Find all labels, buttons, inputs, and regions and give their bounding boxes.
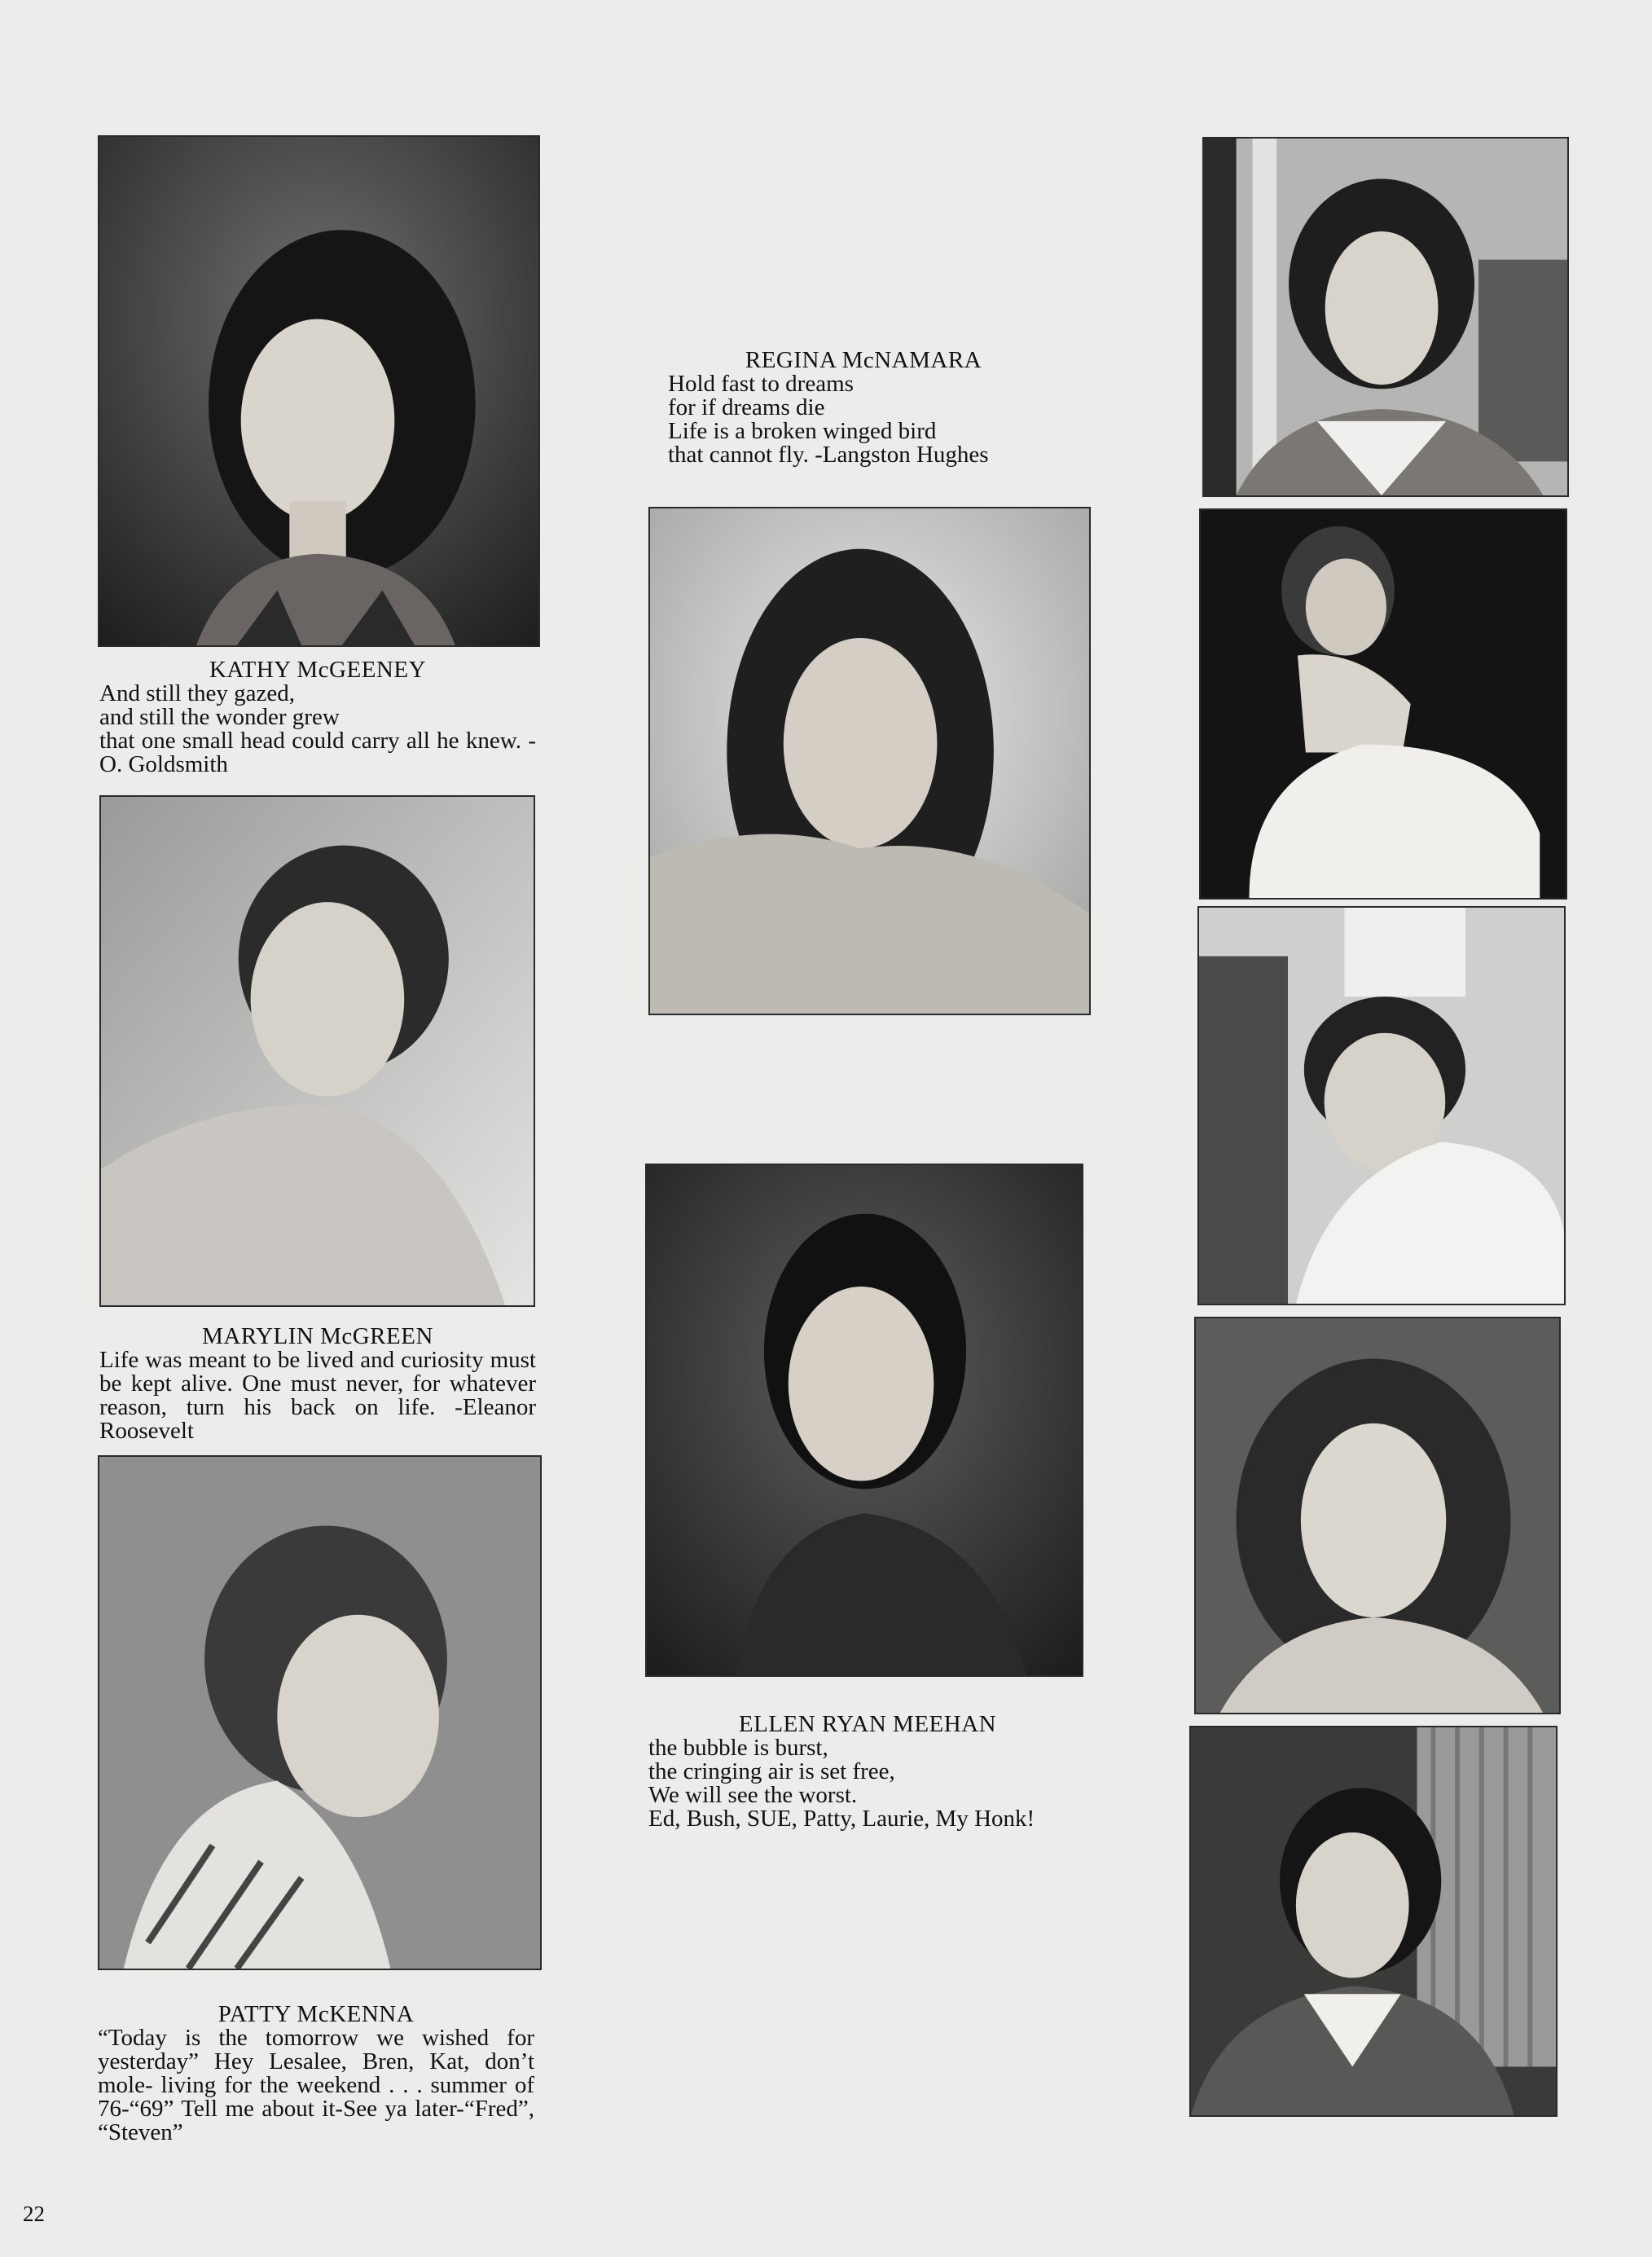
page-number: 22: [23, 2202, 45, 2226]
candid-photo-5: [1189, 1726, 1558, 2117]
student-name: PATTY McKENNA: [217, 2001, 415, 2027]
portrait-photo-regina-mcnamara: [648, 507, 1091, 1015]
student-name: MARYLIN McGREEN: [202, 1323, 433, 1349]
caption-regina-mcnamara: [668, 349, 1059, 467]
candid-photo-3: [1197, 906, 1566, 1305]
caption-patty-mckenna: [98, 2003, 534, 2145]
student-quote: “Today is the tomorrow we wished for yesterday” Hey Lesalee, Bren, Kat, don’t mole- living for the weekend . . . summer of 76-“69” Tell me about it-See ya later-“Fred”, “Steven”: [98, 2025, 534, 2145]
caption-marylin-mcgreen: [99, 1325, 536, 1443]
student-name: ELLEN RYAN MEEHAN: [738, 1711, 997, 1737]
student-quote: the bubble is burst, the cringing air is set free, We will see the worst. Ed, Bush, SUE, Patty, Laurie, My Honk!: [648, 1735, 1035, 1832]
portrait-photo-ellen-ryan-meehan: [645, 1164, 1083, 1677]
student-name: REGINA McNAMARA: [745, 347, 982, 373]
candid-photo-4: [1194, 1317, 1561, 1714]
student-name: KATHY McGEENEY: [209, 657, 427, 683]
candid-photo-2: [1199, 508, 1567, 900]
student-quote: And still they gazed, and still the wonder grew that one small head could carry all he knew. -O. Goldsmith: [99, 680, 536, 777]
student-quote: Hold fast to dreams for if dreams die Life is a broken winged bird that cannot fly. -Langston Hughes: [668, 371, 989, 468]
caption-kathy-mcgeeney: [99, 658, 536, 777]
candid-photo-1: [1202, 137, 1569, 497]
student-quote: Life was meant to be lived and curiosity must be kept alive. One must never, for whatever reason, turn his back on life. -Eleanor Roosevelt: [99, 1347, 536, 1444]
caption-ellen-ryan-meehan: [648, 1713, 1087, 1831]
portrait-photo-marylin-mcgreen: [99, 795, 535, 1307]
portrait-photo-patty-mckenna: [98, 1455, 542, 1970]
portrait-photo-kathy-mcgeeney: [98, 135, 540, 647]
